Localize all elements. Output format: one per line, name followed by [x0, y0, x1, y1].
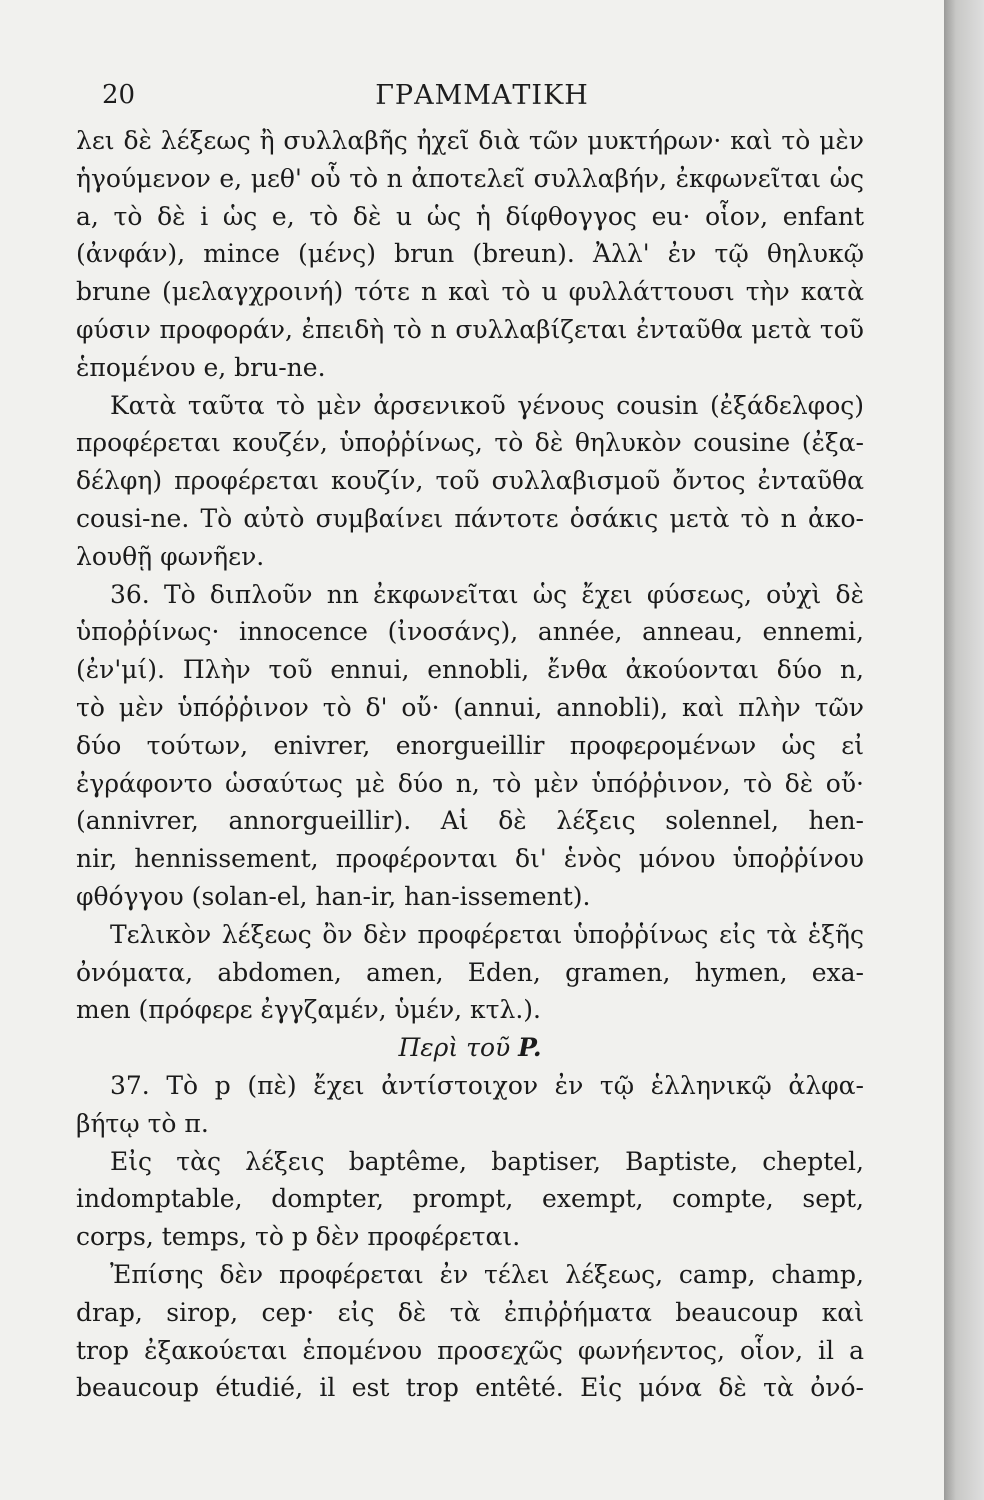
text-line: φύσιν προφοράν, ἐπειδὴ τὸ n συλλαβίζεται ἐνταῦθα μετὰ τοῦ: [76, 314, 864, 344]
text-line: indomptable, dompter, prompt, exempt, compte, sept,: [76, 1184, 864, 1214]
page-header: [102, 80, 862, 116]
section-title: Περὶ τοῦ: [398, 1033, 511, 1063]
text-line: brune (μελαγχροινή) τότε n καὶ τὸ u φυλλάττουσι τὴν κατὰ: [76, 277, 864, 307]
text-line: drap, sirop, cep· εἰς δὲ τὰ ἐπιῤῥήματα beaucoup καὶ: [76, 1297, 864, 1327]
text-line: men (πρόφερε ἐγγζαμέν, ὑμέν, κτλ.).: [76, 995, 541, 1025]
text-line: trop ἐξακούεται ἑπομένου προσεχῶς φωνήεντος, οἷον, il a: [76, 1335, 864, 1365]
text-line: a, τὸ δὲ i ὡς e, τὸ δὲ u ὡς ἡ δίφθογγος eu· οἷον, enfant: [76, 201, 864, 231]
text-line: cousi-ne. Τὸ αὐτὸ συμβαίνει πάντοτε ὁσάκις μετὰ τὸ n ἀκο-: [76, 503, 864, 533]
text-line: ἡγούμενον e, μεθ' οὗ τὸ n ἀποτελεῖ συλλαβήν, ἐκφωνεῖται ὡς: [76, 163, 864, 193]
text-line: Ἐπίσης δὲν προφέρεται ἐν τέλει λέξεως, camp, champ,: [110, 1259, 864, 1289]
text-line: (ἐν'μί). Πλὴν τοῦ ennui, ennobli, ἔνθα ἀκούονται δύο n,: [76, 655, 864, 685]
text-line: nir, hennissement, προφέρονται δι' ἑνὸς μόνου ὑποῤῥίνου: [76, 844, 864, 874]
text-line: δέλφη) προφέρεται κουζίν, τοῦ συλλαβισμοῦ ὄντος ἐνταῦθα: [76, 466, 864, 496]
text-line: Κατὰ ταῦτα τὸ μὲν ἀρσενικοῦ γένους cousin (ἐξάδελφος): [110, 390, 864, 420]
text-line: Εἰς τὰς λέξεις baptême, baptiser, Baptiste, cheptel,: [110, 1146, 864, 1176]
text-line: 36. Τὸ διπλοῦν nn ἐκφωνεῖται ὡς ἔχει φύσεως, οὐχὶ δὲ: [110, 579, 864, 609]
section-heading: [76, 1029, 864, 1067]
text-line: (ἀνφάν), mince (μένς) brun (breun). Ἀλλ' ἐν τῷ θηλυκῷ: [76, 239, 864, 269]
page-number: 20: [102, 80, 136, 110]
section-letter: P.: [518, 1033, 542, 1063]
text-line: δύο τούτων, enivrer, enorgueillir προφερομένων ὡς εἰ: [76, 730, 864, 760]
text-line: τὸ μὲν ὑπόῤῥινον τὸ δ' οὔ· (annui, annobli), καὶ πλὴν τῶν: [76, 692, 864, 722]
text-line: ὀνόματα, abdomen, amen, Eden, gramen, hymen, exa-: [76, 957, 864, 987]
running-head: ΓΡΑΜΜΑΤΙΚΗ: [375, 80, 589, 111]
text-line: λει δὲ λέξεως ἢ συλλαβῆς ἠχεῖ διὰ τῶν μυκτήρων· καὶ τὸ μὲν: [76, 126, 864, 155]
text-line: βήτῳ τὸ π.: [76, 1108, 209, 1138]
text-line: προφέρεται κουζέν, ὑποῤῥίνως, τὸ δὲ θηλυκὸν cousine (ἐξα-: [76, 428, 864, 458]
text-line: φθόγγου (solan-el, han-ir, han-issement).: [76, 881, 591, 911]
text-line: beaucoup étudié, il est trop entêté. Εἰς μόνα δὲ τὰ ὀνό-: [76, 1373, 864, 1403]
text-line: ἑπομένου e, bru-ne.: [76, 352, 326, 382]
page-edge: [944, 0, 984, 1500]
text-line: ὑποῤῥίνως· innocence (ἰνοσάνς), année, anneau, ennemi,: [76, 617, 864, 647]
text-line: (annivrer, annorgueillir). Αἱ δὲ λέξεις solennel, hen-: [76, 806, 864, 836]
text-line: 37. Τὸ p (πὲ) ἔχει ἀντίστοιχον ἐν τῷ ἑλληνικῷ ἀλφα-: [110, 1070, 864, 1100]
text-line: ἐγράφοντο ὡσαύτως μὲ δύο n, τὸ μὲν ὑπόῤῥινον, τὸ δὲ οὔ·: [76, 768, 864, 798]
text-line: λουθῇ φωνῆεν.: [76, 541, 265, 571]
body-text: [76, 122, 864, 1407]
text-line: corps, temps, τὸ p δὲν προφέρεται.: [76, 1222, 521, 1252]
text-line: Τελικὸν λέξεως ὂν δὲν προφέρεται ὑποῤῥίνως εἰς τὰ ἑξῆς: [110, 919, 864, 949]
